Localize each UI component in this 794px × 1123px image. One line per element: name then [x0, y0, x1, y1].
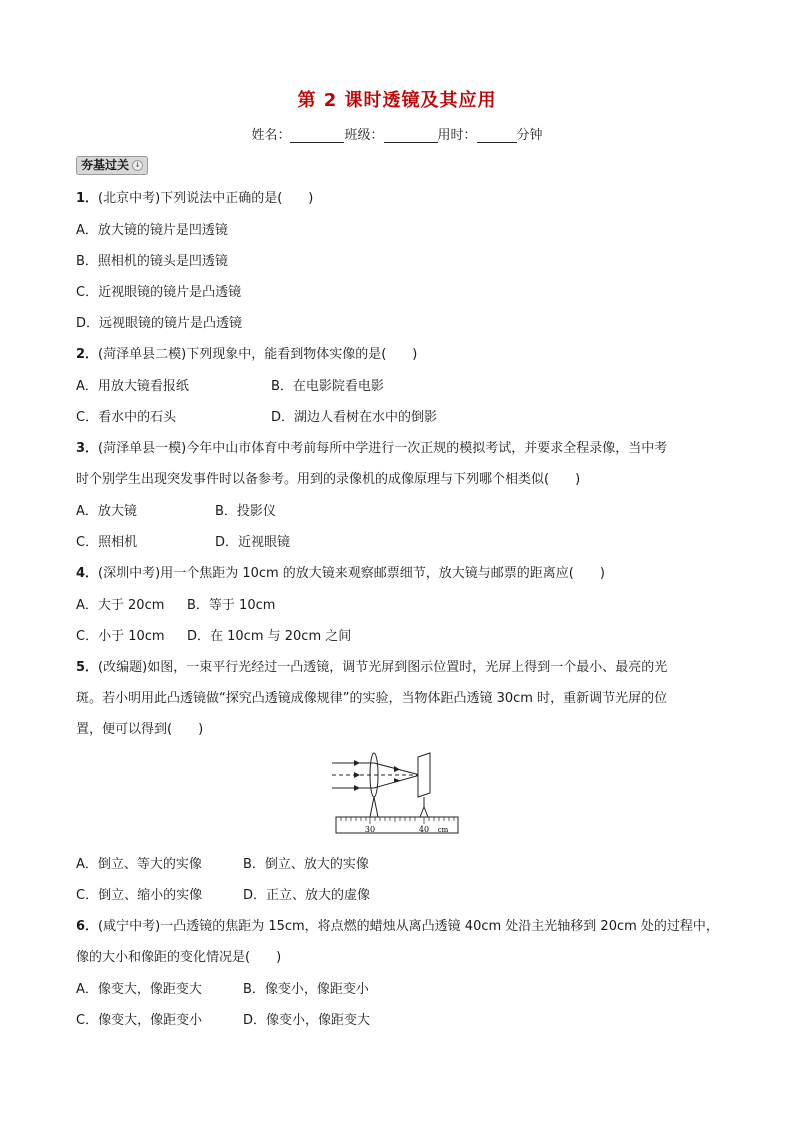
light-screen [418, 753, 430, 797]
q5-option-d[interactable]: D．正立、放大的虚像 [243, 888, 371, 903]
question-5-stem-line-3: 置，便可以得到( ) [76, 722, 204, 737]
q3-option-a[interactable]: A．放大镜 [76, 504, 137, 519]
ruler-tick-30: 30 [364, 825, 376, 834]
q1-option-d[interactable]: D．远视眼镜的镜片是凸透镜 [76, 316, 243, 331]
question-4-stem: 4．(深圳中考)用一个焦距为 10cm 的放大镜来观察邮票细节，放大镜与邮票的距离应( ) [76, 566, 605, 581]
q2-option-c[interactable]: C．看水中的石头 [76, 410, 177, 425]
question-5-stem-line-2: 斑。若小明用此凸透镜做“探究凸透镜成像规律”的实验，当物体距凸透镜 30cm 时，重新调节光屏的位 [76, 691, 668, 706]
lens-focus-figure [330, 745, 466, 841]
q6-option-c[interactable]: C．像变大，像距变小 [76, 1013, 203, 1028]
q6-option-d[interactable]: D．像变小，像距变大 [243, 1013, 371, 1028]
q3-option-c[interactable]: C．照相机 [76, 535, 138, 550]
lens-stand [370, 797, 378, 817]
question-5-stem-line-1: 5．(改编题)如图，一束平行光经过一凸透镜，调节光屏到图示位置时，光屏上得到一个最小、最亮的光 [76, 660, 668, 675]
student-info-line [0, 124, 794, 143]
question-3-stem-line-1: 3．(菏泽单县一模)今年中山市体育中考前每所中学进行一次正规的模拟考试，并要求全程录像，当中考 [76, 441, 668, 456]
q2-option-d[interactable]: D．湖边人看树在水中的倒影 [271, 410, 438, 425]
q4-option-a[interactable]: A．大于 20cm [76, 598, 165, 613]
class-blank[interactable] [384, 128, 438, 143]
q6-option-a[interactable]: A．像变大，像距变大 [76, 982, 202, 997]
ruler-unit: cm [437, 826, 449, 834]
q3-option-b[interactable]: B．投影仪 [215, 504, 276, 519]
q1-option-c[interactable]: C．近视眼镜的镜片是凸透镜 [76, 285, 242, 300]
question-6-stem-line-1: 6．(咸宁中考)一凸透镜的焦距为 15cm，将点燃的蜡烛从离凸透镜 40cm 处沿主光轴移到 20cm 处的过程中， [76, 919, 719, 934]
section-badge [76, 156, 148, 175]
question-3-stem-line-2: 时个别学生出现突发事件时以备参考。用到的录像机的成像原理与下列哪个相类似( ) [76, 472, 581, 487]
question-6-stem-line-2: 像的大小和像距的变化情况是( ) [76, 950, 282, 965]
arrow-down-icon: ↓ [132, 160, 143, 171]
q4-option-d[interactable]: D．在 10cm 与 20cm 之间 [187, 629, 352, 644]
q4-option-c[interactable]: C．小于 10cm [76, 629, 165, 644]
optical-bench-diagram [330, 745, 466, 837]
time-unit: 分钟 [516, 128, 543, 143]
q2-option-b[interactable]: B．在电影院看电影 [271, 379, 384, 394]
name-blank[interactable] [290, 128, 344, 143]
time-blank[interactable] [477, 128, 517, 143]
question-2-stem: 2．(菏泽单县二模)下列现象中，能看到物体实像的是( ) [76, 347, 418, 362]
q2-option-a[interactable]: A．用放大镜看报纸 [76, 379, 189, 394]
q4-option-b[interactable]: B．等于 10cm [187, 598, 276, 613]
section-badge-label: 夯基过关 [81, 158, 130, 172]
q1-option-a[interactable]: A．放大镜的镜片是凹透镜 [76, 223, 228, 238]
q1-option-b[interactable]: B．照相机的镜头是凹透镜 [76, 254, 228, 269]
question-1-stem: 1．(北京中考)下列说法中正确的是( ) [76, 191, 314, 206]
q6-option-b[interactable]: B．像变小，像距变小 [243, 982, 369, 997]
q5-option-a[interactable]: A．倒立、等大的实像 [76, 857, 202, 872]
ruler-tick-40: 40 [418, 825, 430, 834]
q3-option-d[interactable]: D．近视眼镜 [215, 535, 291, 550]
q5-option-b[interactable]: B．倒立、放大的实像 [243, 857, 369, 872]
name-label: 姓名： [251, 128, 291, 143]
page-title: 第 2 课时透镜及其应用 [297, 90, 497, 111]
time-label: 用时： [437, 128, 477, 143]
class-label: 班级： [344, 128, 384, 143]
q5-option-c[interactable]: C．倒立、缩小的实像 [76, 888, 203, 903]
